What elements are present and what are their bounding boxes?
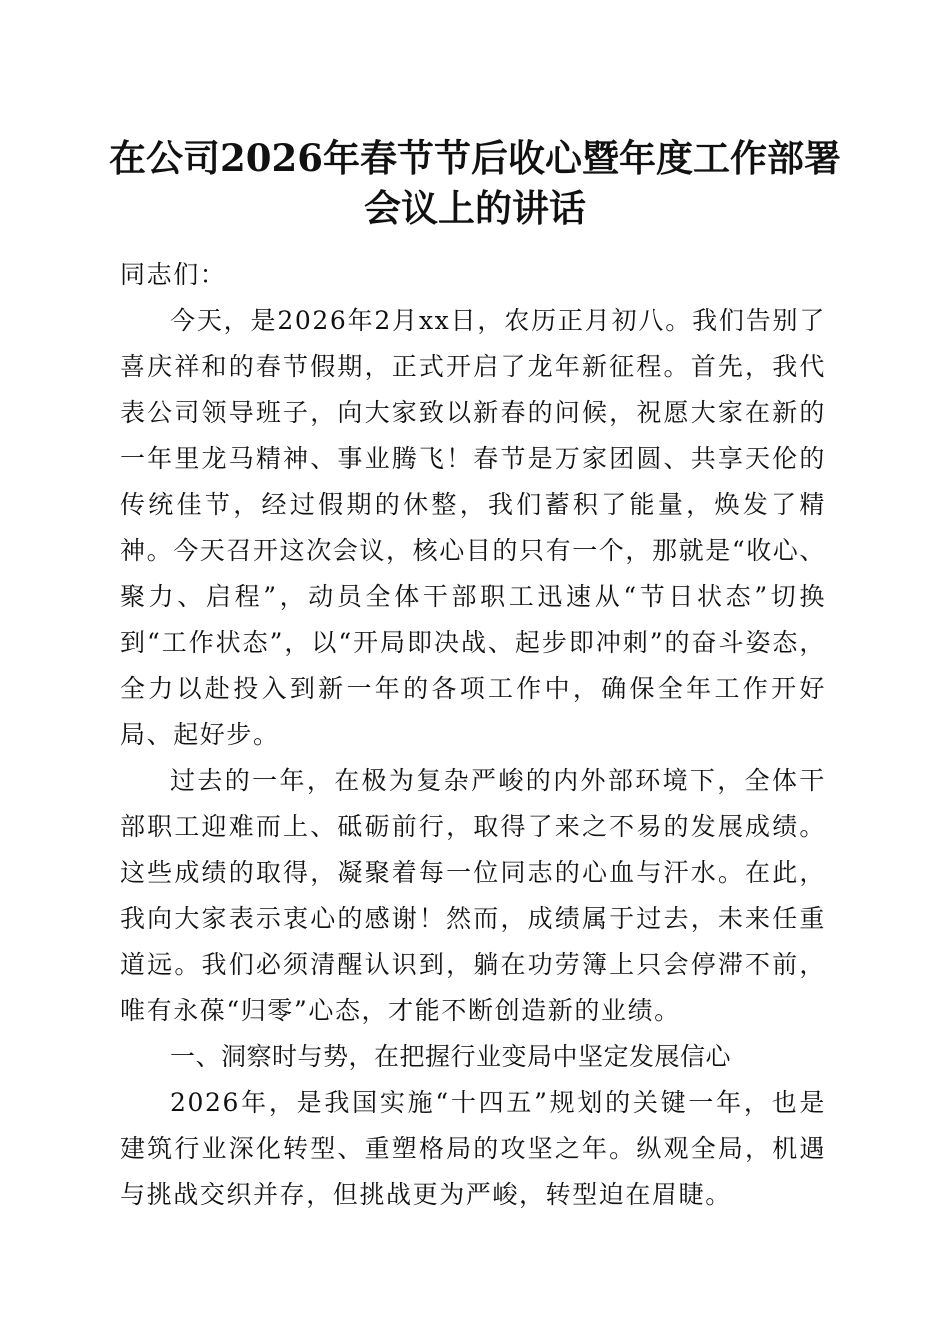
document-body (120, 252, 826, 1218)
paragraph-opening: 今天，是2026年2月xx日，农历正月初八。我们告别了喜庆祥和的春节假期，正式开启了龙年新征程。首先，我代表公司领导班子，向大家致以新春的问候，祝愿大家在新的一年里龙马精神、事业腾飞！春节是万家团圆、共享天伦的传统佳节，经过假期的休整，我们蓄积了能量，焕发了精神。今天召开这次会议，核心目的只有一个，那就是“收心、聚力、启程”，动员全体干部职工迅速从“节日状态”切换到“工作状态”，以“开局即决战、起步即冲刺”的奋斗姿态，全力以赴投入到新一年的各项工作中，确保全年工作开好局、起好步。 (120, 306, 826, 749)
salutation: 同志们： (120, 260, 227, 289)
section-heading-1: 一、洞察时与势，在把握行业变局中坚定发展信心 (170, 1042, 732, 1071)
title-line-1: 在公司2026年春节节后收心暨年度工作部署 (109, 136, 841, 180)
title-line-2: 会议上的讲话 (364, 186, 586, 230)
paragraph-review: 过去的一年，在极为复杂严峻的内外部环境下，全体干部职工迎难而上、砥砺前行，取得了来之不易的发展成绩。这些成绩的取得，凝聚着每一位同志的心血与汗水。在此，我向大家表示衷心的感谢！然而，成绩属于过去，未来任重道远。我们必须清醒认识到，躺在功劳簿上只会停滞不前，唯有永葆“归零”心态，才能不断创造新的业绩。 (120, 766, 826, 1025)
paragraph-section-1: 2026年，是我国实施“十四五”规划的关键一年，也是建筑行业深化转型、重塑格局的攻坚之年。纵观全局，机遇与挑战交织并存，但挑战更为严峻，转型迫在眉睫。 (120, 1088, 826, 1209)
document-title (100, 133, 850, 233)
